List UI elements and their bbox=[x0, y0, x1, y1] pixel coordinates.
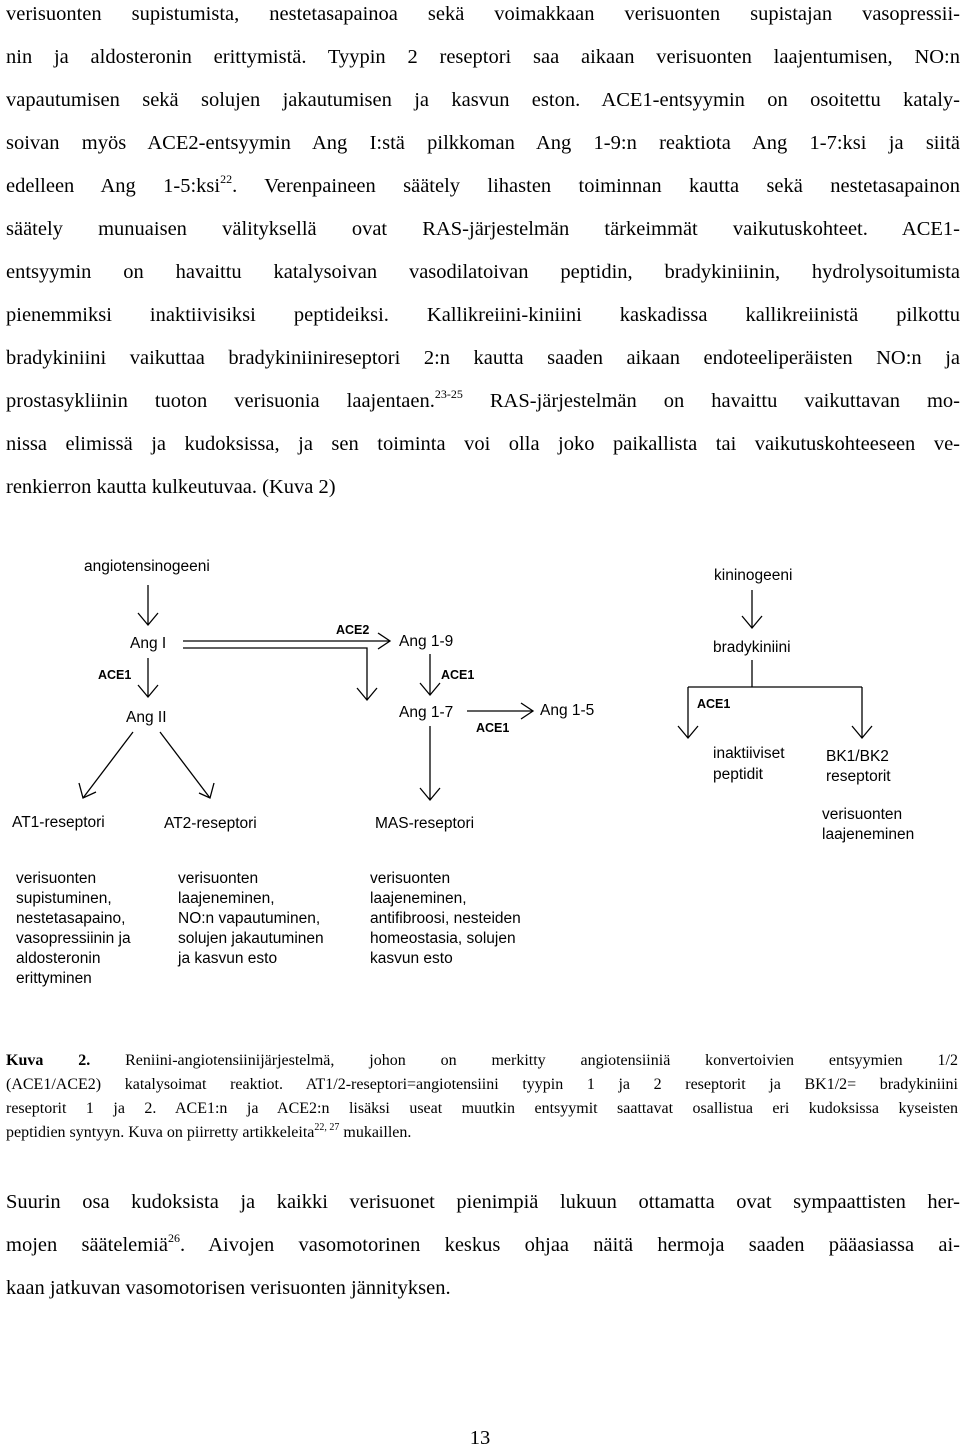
node-at2-receptor: AT2-reseptori bbox=[164, 815, 257, 832]
ras-diagram bbox=[0, 540, 960, 1010]
node-ang-ii: Ang II bbox=[126, 709, 167, 726]
caption-line: reseptorit 1 ja 2. ACE1:n ja ACE2:n lisäksi useat muutkin entsyymit saattavat osallistua eri kudoksissa kyseisten bbox=[6, 1100, 958, 1117]
svg-text:nestetasapaino,: nestetasapaino, bbox=[16, 910, 126, 927]
text-line: nin ja aldosteronin erittymistä. Tyypin 2 reseptori saa aikaan verisuonten laajentumisen, NO:n bbox=[6, 46, 960, 68]
svg-text:NO:n vapautuminen,: NO:n vapautuminen, bbox=[178, 910, 321, 927]
svg-text:aldosteronin: aldosteronin bbox=[16, 950, 101, 967]
effect-at2 bbox=[177, 870, 324, 967]
svg-text:verisuonten: verisuonten bbox=[370, 870, 451, 887]
node-mas-receptor: MAS-reseptori bbox=[375, 815, 475, 832]
text-line: mojen säätelemiä$^{26}$. Aivojen vasomotorinen keskus ohjaa näitä hermoja saaden pääasiassa ai- bbox=[6, 1231, 960, 1256]
effect-mas bbox=[370, 870, 521, 967]
svg-text:vasopressiinin ja: vasopressiinin ja bbox=[16, 930, 131, 947]
text-line: Suurin osa kudoksista ja kaikki verisuonet pienimpiä lukuun ottamatta ovat sympaattisten her- bbox=[6, 1191, 960, 1213]
text-line: verisuonten supistumista, nestetasapainoa sekä voimakkaan verisuonten supistajan vasopressii- bbox=[6, 3, 960, 25]
text-line: bradykiniini vaikuttaa bradykiniinireseptori 2:n kautta saaden aikaan endoteeliperäisten NO:n ja bbox=[6, 347, 960, 369]
node-ang-1-9: Ang 1-9 bbox=[399, 633, 454, 650]
node-bk-receptors: BK1/BK2 bbox=[826, 748, 889, 765]
text-line: renkierron kautta kulkeutuvaa. (Kuva 2) bbox=[6, 476, 336, 498]
svg-text:erittyminen: erittyminen bbox=[16, 970, 92, 987]
node-inactive-peptides: inaktiiviset bbox=[713, 745, 785, 762]
svg-text:solujen jakautuminen: solujen jakautuminen bbox=[178, 930, 324, 947]
citation: 26 bbox=[167, 1231, 180, 1245]
effect-bk: verisuonten bbox=[822, 806, 903, 823]
node-ang-i: Ang I bbox=[130, 635, 167, 652]
node-kininogen: kininogeeni bbox=[714, 567, 793, 584]
text-line: entsyymin on havaittu katalysoivan vasodilatoivan peptidin, bradykiniinin, hydrolysoitumista bbox=[6, 261, 960, 283]
node-inactive-peptides: peptidit bbox=[713, 766, 763, 783]
svg-text:ja kasvun esto: ja kasvun esto bbox=[178, 950, 278, 967]
text-line: säätely munuaisen välityksellä ovat RAS-järjestelmän tärkeimmät vaikutuskohteet. ACE1- bbox=[6, 218, 960, 240]
citation: 23-25 bbox=[434, 387, 463, 401]
node-angiotensinogen: angiotensinogeeni bbox=[84, 558, 210, 575]
text-line: pienemmiksi inaktiivisiksi peptideiksi. Kallikreiini-kiniini kaskadissa kallikreiinistä pilkottu bbox=[6, 304, 960, 326]
svg-text:laajeneminen,: laajeneminen, bbox=[370, 890, 467, 907]
node-ang-1-7: Ang 1-7 bbox=[399, 704, 454, 721]
svg-text:antifibroosi, nesteiden: antifibroosi, nesteiden bbox=[370, 910, 521, 927]
svg-text:kasvun esto: kasvun esto bbox=[370, 950, 453, 967]
enzyme-ace1: ACE1 bbox=[441, 668, 475, 682]
caption-line: peptidien syntyyn. Kuva on piirretty artikkeleita$^{22, 27}$ mukaillen. bbox=[6, 1122, 412, 1141]
caption-label: Kuva 2. bbox=[6, 1052, 91, 1069]
caption-line: (ACE1/ACE2) katalysoimat reaktiot. AT1/2-reseptori=angiotensiini tyypin 1 ja 2 reseptorit ja BK1/2= bradykiniini bbox=[6, 1076, 958, 1093]
text-line: nissa elimissä ja kudoksissa, ja sen toiminta voi olla joko paikallista tai vaikutuskohteeseen ve- bbox=[6, 433, 960, 455]
enzyme-ace1: ACE1 bbox=[98, 668, 132, 682]
caption-line: Kuva 2. Reniini-angiotensiinijärjestelmä, johon on merkitty angiotensiiniä konvertoivien entsyymien 1/2 bbox=[6, 1052, 958, 1069]
svg-text:supistuminen,: supistuminen, bbox=[16, 890, 112, 907]
effect-at1 bbox=[16, 870, 131, 987]
enzyme-ace2: ACE2 bbox=[336, 623, 370, 637]
page-number: 13 bbox=[469, 1427, 491, 1449]
svg-text:homeostasia, solujen: homeostasia, solujen bbox=[370, 930, 516, 947]
svg-text:verisuonten: verisuonten bbox=[16, 870, 97, 887]
text-line: vapautumisen sekä solujen jakautumisen ja kasvun eston. ACE1-entsyymin on osoitettu kataly- bbox=[6, 89, 960, 111]
node-ang-1-5: Ang 1-5 bbox=[540, 702, 595, 719]
node-bradykinin: bradykiniini bbox=[713, 639, 791, 656]
svg-text:verisuonten: verisuonten bbox=[178, 870, 259, 887]
citation: 22, 27 bbox=[314, 1122, 340, 1133]
enzyme-ace1: ACE1 bbox=[697, 697, 731, 711]
node-bk-receptors: reseptorit bbox=[826, 768, 891, 785]
text-line: edelleen Ang 1-5:ksi$^{22}$. Verenpaineen säätely lihasten toiminnan kautta sekä nestetasapainon bbox=[6, 172, 960, 197]
text-line: prostasykliinin tuoton verisuonia laajentaen.$^{23-25}$ RAS-järjestelmän on havaittu vaikuttavan mo- bbox=[6, 387, 960, 412]
citation: 22 bbox=[220, 172, 233, 186]
enzyme-ace1: ACE1 bbox=[476, 721, 510, 735]
svg-text:laajeneminen,: laajeneminen, bbox=[178, 890, 275, 907]
effect-bk: laajeneminen bbox=[822, 826, 915, 843]
text-line: kaan jatkuvan vasomotorisen verisuonten jännityksen. bbox=[6, 1277, 451, 1299]
text-line: soivan myös ACE2-entsyymin Ang I:stä pilkkoman Ang 1-9:n reaktiota Ang 1-7:ksi ja siitä bbox=[6, 132, 960, 154]
node-at1-receptor: AT1-reseptori bbox=[12, 814, 105, 831]
